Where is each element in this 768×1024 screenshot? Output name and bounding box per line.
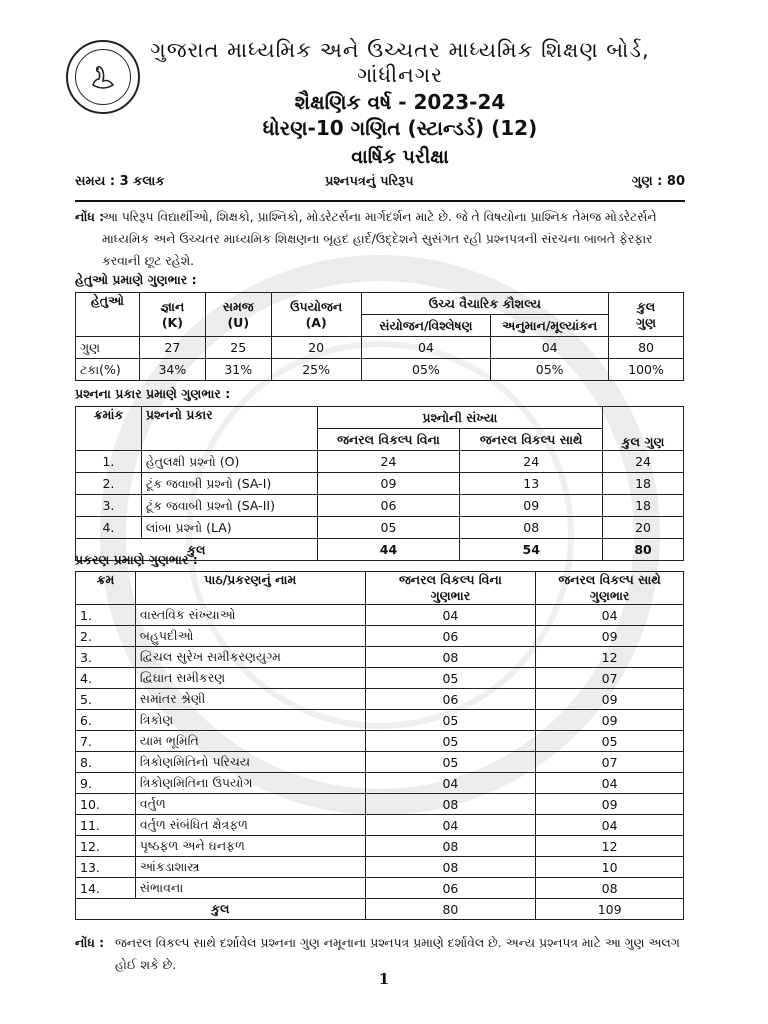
- note-text: આ પરિરૂપ વિદ્યાર્થીઓ, શિક્ષકો, પ્રાશ્નિકો, મોડરેટર્સના માર્ગદર્શન માટે છે. જે તે વિષયોના પ્રાશ્નિક તેમજ મોડરેટર્સને માધ્યમિક અને ઉચ્ચતર માધ્યમિક શિક્ષણના બૃહદ હાર્દ/ઉદ્દેશને સુસંગત રહી પ્રશ્નપત્રની સંરચના બાબતે ફેરફાર કરવાની છૂટ રહેશે.: [102, 209, 657, 268]
- header-with-option: [536, 572, 684, 605]
- cell: 09: [536, 794, 684, 815]
- cell: 06: [365, 689, 536, 710]
- cell: 06: [317, 495, 460, 517]
- table-row: [76, 626, 684, 647]
- cell: 07: [536, 752, 684, 773]
- table-row: [76, 836, 684, 857]
- cell: 05: [365, 752, 536, 773]
- header-text: (A): [305, 315, 327, 330]
- cell: 04: [365, 815, 536, 836]
- question-type-section-title: પ્રશ્નના પ્રકાર પ્રમાણે ગુણભાર :: [75, 386, 231, 401]
- cell: 08: [536, 878, 684, 899]
- table-row: [76, 337, 684, 359]
- cell: બહુપદીઓ: [135, 626, 365, 647]
- paper-title: પ્રશ્નપત્રનું પરિરૂપ: [325, 174, 414, 189]
- cell: 11.: [76, 815, 136, 836]
- table-row: [76, 731, 684, 752]
- cell: 08: [365, 794, 536, 815]
- cell: 5.: [76, 689, 136, 710]
- cell: 05: [536, 731, 684, 752]
- header-text: ગુણ: [636, 314, 657, 330]
- header-text: જનરલ વિકલ્પ વિના: [398, 572, 502, 587]
- header-type: પ્રશ્નનો પ્રકાર: [141, 407, 317, 451]
- cell: 05%: [491, 359, 609, 381]
- header-total: કુલ ગુણ: [603, 407, 684, 451]
- cell: 4.: [76, 517, 142, 539]
- table-row: [76, 605, 684, 626]
- header-evaluation: અનુમાન/મૂલ્યાંકન: [491, 315, 609, 337]
- cell: 18: [603, 495, 684, 517]
- header-text: (U): [227, 315, 250, 330]
- header-without-option: જનરલ વિકલ્પ વિના: [317, 429, 460, 451]
- cell: વાસ્તવિક સંખ્યાઓ: [135, 605, 365, 626]
- cell: 2.: [76, 473, 142, 495]
- cell: 109: [536, 899, 684, 920]
- table-total-row: [76, 899, 684, 920]
- note-label: નોંધ :: [75, 935, 105, 950]
- header-text: (K): [161, 315, 183, 330]
- cell: લાંબા પ્રશ્નો (LA): [141, 517, 317, 539]
- cell: 20: [271, 337, 361, 359]
- header-text: સમજ: [222, 299, 254, 314]
- cell: 09: [536, 710, 684, 731]
- cell: 06: [365, 878, 536, 899]
- cell: 10.: [76, 794, 136, 815]
- header-with-option: જનરલ વિકલ્પ સાથે: [460, 429, 603, 451]
- cell: 05: [365, 668, 536, 689]
- table-row: [76, 878, 684, 899]
- cell: 09: [536, 626, 684, 647]
- cell: ત્રિકોણમિતિનો પરિચય: [135, 752, 365, 773]
- cell: 7.: [76, 731, 136, 752]
- cell: ત્રિકોણ: [135, 710, 365, 731]
- cell: 04: [361, 337, 491, 359]
- header-understanding: [205, 293, 271, 337]
- table-row: [76, 473, 684, 495]
- cell: વર્તુળ: [135, 794, 365, 815]
- total-label: કુલ: [76, 539, 318, 561]
- cell: 31%: [205, 359, 271, 381]
- cell: 08: [460, 517, 603, 539]
- note-label: નોંધ :: [75, 209, 105, 224]
- cell: 04: [365, 605, 536, 626]
- cell: 09: [317, 473, 460, 495]
- header-text: કુલ: [636, 298, 656, 314]
- cell: 44: [317, 539, 460, 561]
- cell: 05: [365, 710, 536, 731]
- page-number: 1: [378, 970, 390, 988]
- note-text: જનરલ વિકલ્પ સાથે દર્શાવેલ પ્રશ્નના ગુણ નમૂનાના પ્રશ્નપત્ર પ્રમાણે દર્શાવેલ છે. અન્ય પ્રશ્નપત્ર માટે આ ગુણ અલગ હોઈ શકે છે.: [115, 935, 680, 972]
- cell: 25: [205, 337, 271, 359]
- header-text: જનરલ વિકલ્પ સાથે: [558, 572, 661, 587]
- cell: 04: [536, 605, 684, 626]
- cell: 3.: [76, 495, 142, 517]
- table-row: [76, 794, 684, 815]
- cell: દ્વિઘાત સમીકરણ: [135, 668, 365, 689]
- question-type-table: [75, 406, 684, 561]
- cell: 13: [460, 473, 603, 495]
- cell: 1.: [76, 451, 142, 473]
- table-row: [76, 495, 684, 517]
- cell: 10: [536, 857, 684, 878]
- cell: 6.: [76, 710, 136, 731]
- cell: 20: [603, 517, 684, 539]
- total-marks: ગુણ : 80: [631, 174, 685, 189]
- chapter-weightage-table: [75, 571, 684, 920]
- cell: 54: [460, 539, 603, 561]
- cell: 05%: [361, 359, 491, 381]
- header-sr: ક્રમાંક: [76, 407, 142, 451]
- cell: 100%: [609, 359, 684, 381]
- cell: 14.: [76, 878, 136, 899]
- cell: 08: [365, 836, 536, 857]
- cell: 9.: [76, 773, 136, 794]
- table-row: [76, 517, 684, 539]
- table-row: [76, 689, 684, 710]
- table-row: [76, 710, 684, 731]
- cell: 04: [491, 337, 609, 359]
- table-row: [76, 752, 684, 773]
- cell: ટૂંક જવાબી પ્રશ્નો (SA-I): [141, 473, 317, 495]
- chapter-section-title: પ્રકરણ પ્રમાણે ગુણભાર :: [75, 552, 198, 567]
- cell: 09: [460, 495, 603, 517]
- subject-title: ધોરણ-10 ગણિત (સ્ટાન્ડર્ડ) (12): [262, 116, 538, 140]
- cell: 18: [603, 473, 684, 495]
- cell: 24: [460, 451, 603, 473]
- cell: 80: [609, 337, 684, 359]
- header-without-option: [365, 572, 536, 605]
- header-text: ગુણભાર: [430, 588, 471, 603]
- cell: 34%: [139, 359, 205, 381]
- cell: 24: [317, 451, 460, 473]
- table-row: [76, 857, 684, 878]
- cell: વર્તુળ સંબંધિત ક્ષેત્રફળ: [135, 815, 365, 836]
- cell: 4.: [76, 668, 136, 689]
- cell: 2.: [76, 626, 136, 647]
- swan-emblem-icon: [83, 57, 123, 97]
- exam-name: વાર્ષિક પરીક્ષા: [351, 146, 449, 168]
- objectives-section-title: હેતુઓ પ્રમાણે ગુણભાર :: [75, 272, 197, 287]
- exam-time: સમય : 3 કલાક: [75, 174, 165, 189]
- cell: 09: [536, 689, 684, 710]
- cell: ટૂંક જવાબી પ્રશ્નો (SA-II): [141, 495, 317, 517]
- cell: 80: [603, 539, 684, 561]
- cell: 07: [536, 668, 684, 689]
- table-row: [76, 451, 684, 473]
- header-total: [609, 293, 684, 337]
- cell: 08: [365, 647, 536, 668]
- cell: આંકડાશાસ્ત્ર: [135, 857, 365, 878]
- table-row: [76, 815, 684, 836]
- table-row: [76, 773, 684, 794]
- row-label: ટકા(%): [76, 359, 140, 381]
- header-objective: હેતુઓ: [76, 293, 140, 337]
- cell: 04: [536, 815, 684, 836]
- note-top: [75, 206, 685, 268]
- header-text: ઉપયોજન: [290, 299, 343, 314]
- cell: 04: [536, 773, 684, 794]
- cell: યામ ભૂમિતિ: [135, 731, 365, 752]
- cell: પૃષ્ઠફળ અને ઘનફળ: [135, 836, 365, 857]
- row-label: ગુણ: [76, 337, 140, 359]
- cell: 8.: [76, 752, 136, 773]
- cell: 24: [603, 451, 684, 473]
- board-name: ગુજરાત માધ્યમિક અને ઉચ્ચતર માધ્યમિક શિક્ષણ બોર્ડ, ગાંધીનગર: [150, 38, 650, 87]
- header-sr: ક્રમ: [76, 572, 136, 605]
- board-logo-seal: [66, 40, 140, 114]
- table-row: [76, 647, 684, 668]
- header-synthesis: સંયોજન/વિશ્લેષણ: [361, 315, 491, 337]
- cell: 12.: [76, 836, 136, 857]
- cell: સંભાવના: [135, 878, 365, 899]
- header-chapter-name: પાઠ/પ્રકરણનું નામ: [135, 572, 365, 605]
- cell: 12: [536, 836, 684, 857]
- cell: 08: [365, 857, 536, 878]
- cell: હેતુલક્ષી પ્રશ્નો (O): [141, 451, 317, 473]
- header-count: પ્રશ્નોની સંખ્યા: [317, 407, 603, 429]
- cell: 3.: [76, 647, 136, 668]
- cell: 05: [365, 731, 536, 752]
- cell: 80: [365, 899, 536, 920]
- cell: 05: [317, 517, 460, 539]
- header-higher-order: ઉચ્ચ વૈચારિક કૌશલ્ય: [361, 293, 608, 315]
- objectives-table: [75, 292, 684, 381]
- cell: ત્રિકોણમિતિના ઉપયોગ: [135, 773, 365, 794]
- cell: 12: [536, 647, 684, 668]
- cell: 04: [365, 773, 536, 794]
- note-bottom: [75, 932, 685, 972]
- total-label: કુલ: [76, 899, 366, 920]
- header-divider: [75, 200, 685, 202]
- header-text: ગુણભાર: [589, 588, 630, 603]
- academic-year: શૈક્ષણિક વર્ષ - 2023-24: [294, 90, 506, 114]
- cell: 25%: [271, 359, 361, 381]
- table-row: [76, 668, 684, 689]
- cell: દ્વિચલ સુરેખ સમીકરણયુગ્મ: [135, 647, 365, 668]
- cell: સમાંતર શ્રેણી: [135, 689, 365, 710]
- cell: 27: [139, 337, 205, 359]
- cell: 1.: [76, 605, 136, 626]
- header-text: જ્ઞાન: [160, 299, 185, 314]
- cell: 06: [365, 626, 536, 647]
- header-application: [271, 293, 361, 337]
- header-knowledge: [139, 293, 205, 337]
- cell: 13.: [76, 857, 136, 878]
- table-row: [76, 359, 684, 381]
